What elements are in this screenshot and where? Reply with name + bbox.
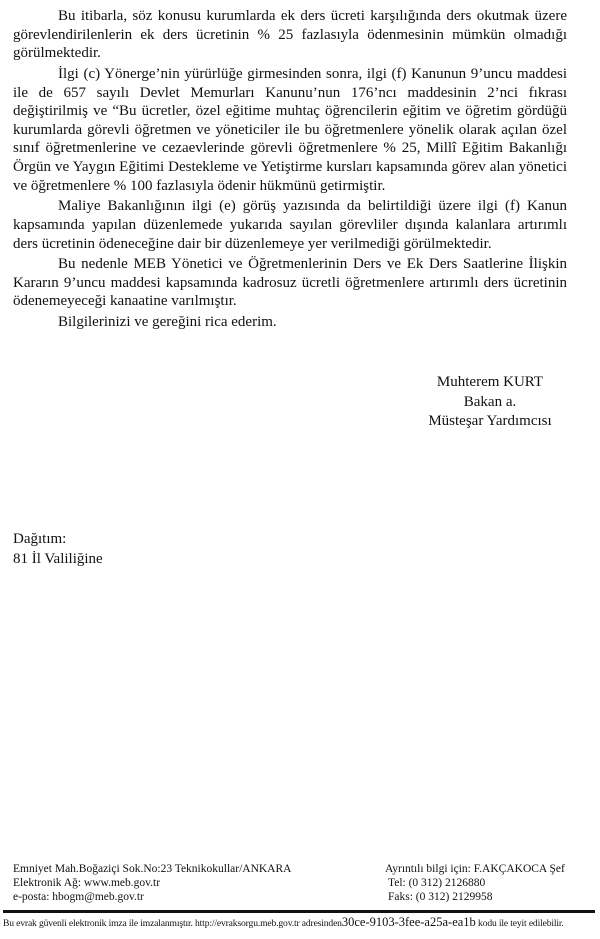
letter-body <box>13 7 567 334</box>
footer-contact-left <box>13 862 291 905</box>
paragraph-4: Bu nedenle MEB Yönetici ve Öğretmenlerinin Ders ve Ek Ders Saatlerine İlişkin Kararın 9’uncu maddesi kapsamında kadrosuz ücretli öğretmenlere artırımlı ders ücretinin ödenemeyeceği kanaatine varılmıştır. <box>13 256 567 310</box>
footer-email: e-posta: hbogm@meb.gov.tr <box>13 891 144 904</box>
distribution-block <box>13 529 103 569</box>
signature-block <box>400 373 580 432</box>
footer-divider <box>3 910 595 913</box>
signatory-on-behalf: Bakan a. <box>463 393 517 410</box>
verification-line <box>3 916 597 930</box>
paragraph-1: Bu itibarla, söz konusu kurumlarda ek ders ücreti karşılığında ders okutmak üzere görevlendirilenlerin ek ders ücretinin % 25 fazlasıyla ödenmesinin mümkün olmadığı görülmektedir. <box>13 8 567 62</box>
footer-address: Emniyet Mah.Boğaziçi Sok.No:23 Teknikokullar/ANKARA <box>13 863 292 875</box>
paragraph-3: Maliye Bakanlığının ilgi (e) görüş yazısında da belirtildiği üzere ilgi (f) Kanun kapsamında yapılan düzenlemede yukarıda sayılan görevliler dışında kalanlara artırımlı ders ücretinin ödeneceğine dair bir düzenlemeye yer verilmediği görülmektedir. <box>13 198 567 252</box>
signatory-name: Muhterem KURT <box>436 374 544 390</box>
footer-phone: Tel: (0 312) 2126880 <box>388 877 486 890</box>
footer-contact-right <box>385 862 565 905</box>
verification-prefix: Bu evrak güvenli elektronik imza ile imzalanmıştır. http://evraksorgu.meb.gov.tr adresinden <box>3 918 342 929</box>
paragraph-2: İlgi (c) Yönerge’nin yürürlüğe girmesinden sonra, ilgi (f) Kanunun 9’uncu maddesi ile de 657 sayılı Devlet Memurları Kanunu’nun 176’ncı maddesinin 2’nci fıkrası değiştirilmiş ve “Bu ücretler, özel eğitime muhtaç öğrencilerin eğitim ve öğretim gördüğü kurumlarda görevli öğretmen ve yöneticiler ile bu öğretmenlere yönelik olarak açılan özel sınıf öğretmenlerine ve cezaevlerinde görevli öğretmenlere % 25, Millî Eğitim Bakanlığı Örgün ve Yaygın Eğitimi Destekleme ve Yetiştirme kursları kapsamında görev alan yönetici ve öğretmenlere % 100 fazlasıyla ödenir hükmünü getirmiştir. <box>13 65 567 194</box>
verification-suffix: kodu ile teyit edilebilir. <box>475 918 564 929</box>
footer-contact-person: Ayrıntılı bilgi için: F.AKÇAKOCA Şef <box>385 863 565 875</box>
verification-code: 30ce-9103-3fee-a25a-ea1b <box>341 915 476 929</box>
distribution-label: Dağıtım: <box>13 531 67 547</box>
footer-fax: Faks: (0 312) 2129958 <box>388 891 493 904</box>
distribution-recipient: 81 İl Valiliğine <box>13 551 103 567</box>
signatory-title: Müsteşar Yardımcısı <box>428 413 552 429</box>
footer-web: Elektronik Ağ: www.meb.gov.tr <box>13 877 161 890</box>
closing-sentence: Bilgilerinizi ve gereğini rica ederim. <box>58 314 277 331</box>
